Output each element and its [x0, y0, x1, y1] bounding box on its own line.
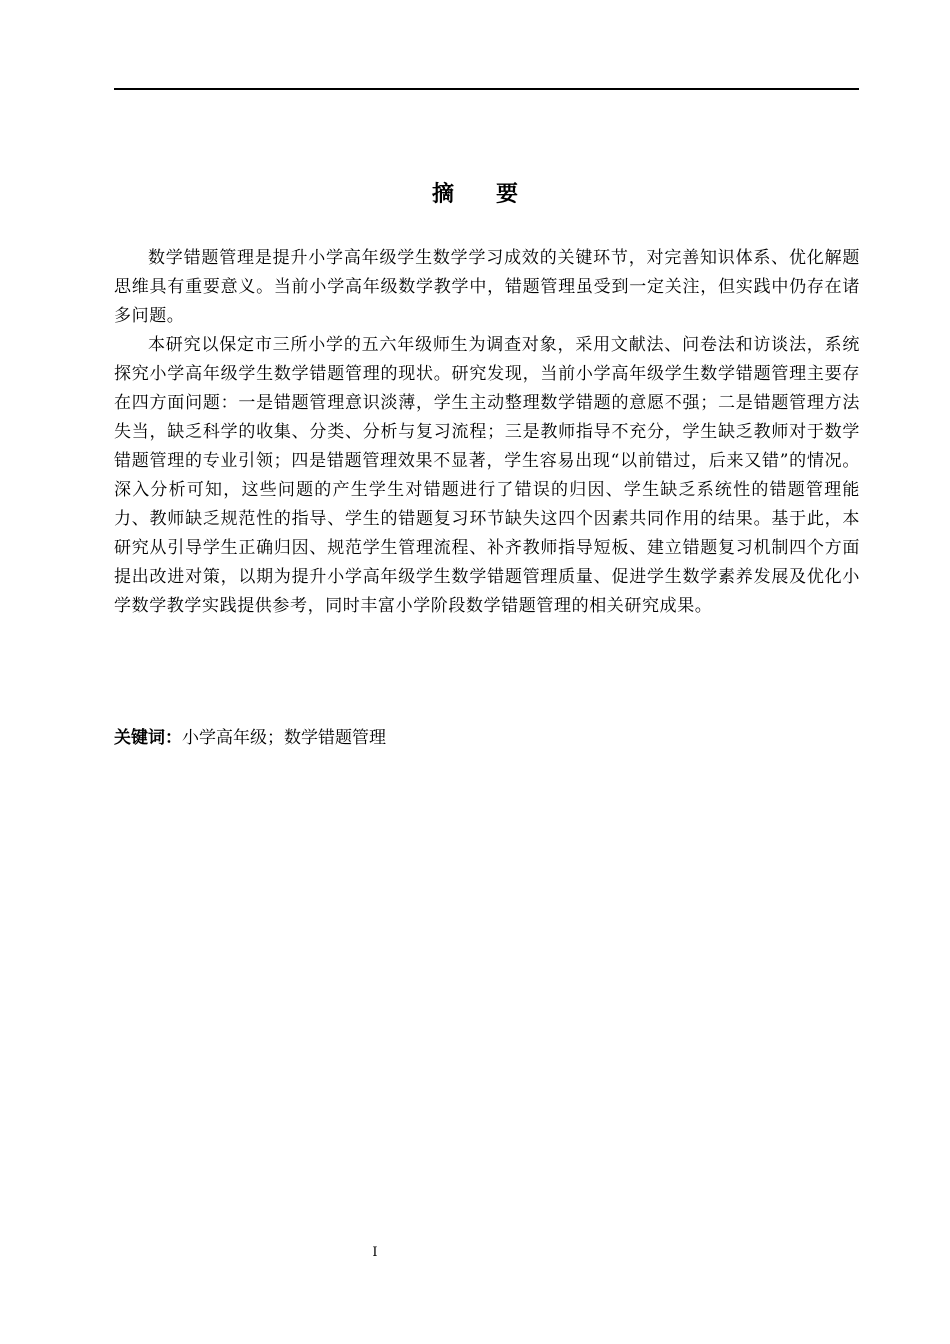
header-rule [114, 88, 859, 90]
abstract-title: 摘要 [431, 182, 560, 207]
abstract-body [114, 244, 860, 621]
keywords-label: 关键词： [114, 728, 182, 748]
keywords-value: 小学高年级；数学错题管理 [182, 728, 386, 748]
page-number: I [372, 1245, 378, 1260]
keywords-line [114, 724, 860, 753]
abstract-paragraph-2: 本研究以保定市三所小学的五六年级师生为调查对象，采用文献法、问卷法和访谈法，系统探究小学高年级学生数学错题管理的现状。研究发现，当前小学高年级学生数学错题管理主要存在四方面问题：一是错题管理意识淡薄，学生主动整理数学错题的意愿不强；二是错题管理方法失当，缺乏科学的收集、分类、分析与复习流程；三是教师指导不充分，学生缺乏教师对于数学错题管理的专业引领；四是错题管理效果不显著，学生容易出现“以前错过，后来又错”的情况。深入分析可知，这些问题的产生学生对错题进行了错误的归因、学生缺乏系统性的错题管理能力、教师缺乏规范性的指导、学生的错题复习环节缺失这四个因素共同作用的结果。基于此，本研究从引导学生正确归因、规范学生管理流程、补齐教师指导短板、建立错题复习机制四个方面提出改进对策，以期为提升小学高年级学生数学错题管理质量、促进学生数学素养发展及优化小学数学教学实践提供参考，同时丰富小学阶段数学错题管理的相关研究成果。 [114, 335, 860, 616]
abstract-paragraph-1: 数学错题管理是提升小学高年级学生数学学习成效的关键环节，对完善知识体系、优化解题思维具有重要意义。当前小学高年级数学教学中，错题管理虽受到一定关注，但实践中仍存在诸多问题。 [114, 248, 860, 326]
